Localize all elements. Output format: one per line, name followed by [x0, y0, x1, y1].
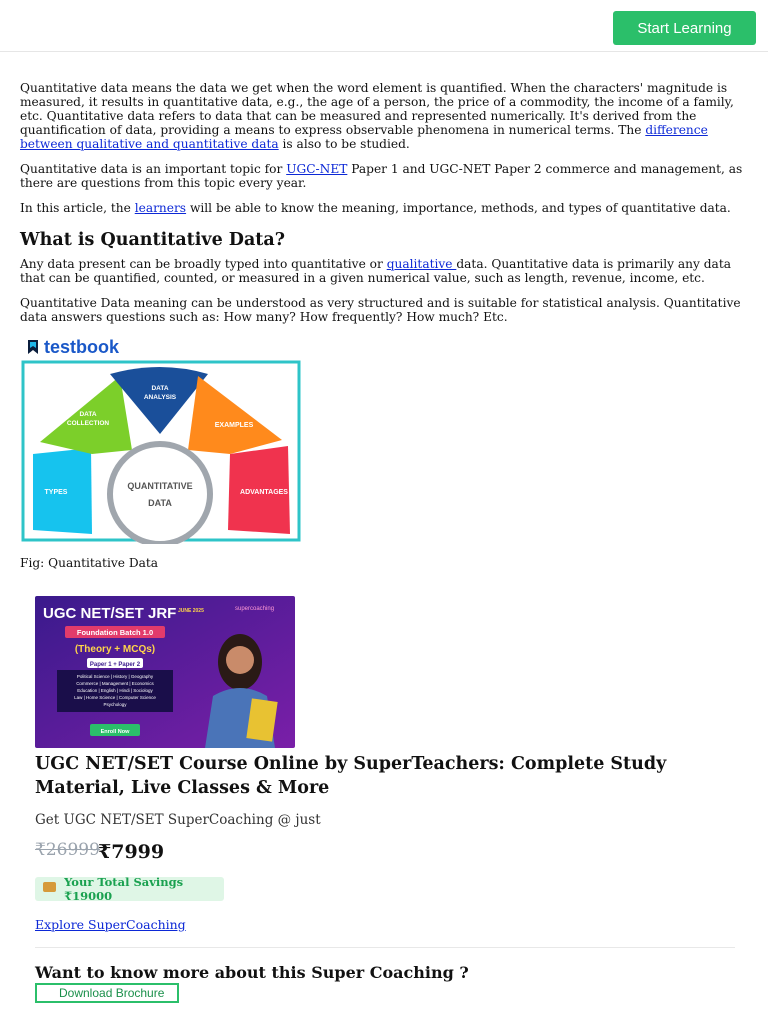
course-subtitle: Get UGC NET/SET SuperCoaching @ just: [35, 812, 321, 828]
savings-text: Your Total Savings ₹19000: [64, 875, 184, 903]
banner-enroll: Enroll Now: [100, 729, 130, 735]
definition-pre: Any data present can be broadly typed into quantitative or: [20, 257, 387, 271]
original-price: ₹26999: [35, 840, 100, 860]
start-learning-button[interactable]: Start Learning: [613, 11, 756, 45]
figure-caption: Fig: Quantitative Data: [20, 556, 159, 570]
book-icon: [246, 698, 277, 741]
learners-post: will be able to know the meaning, importance, methods, and types of quantitative data.: [186, 201, 731, 215]
label-analysis-2: ANALYSIS: [143, 394, 177, 401]
article-body: [20, 81, 752, 335]
explore-supercoaching-link[interactable]: Explore SuperCoaching: [35, 917, 186, 932]
banner-batch: Foundation Batch 1.0: [76, 628, 154, 637]
qualitative-link[interactable]: qualitative: [386, 257, 457, 271]
center-label-2: DATA: [148, 498, 172, 508]
course-banner-image[interactable]: [35, 596, 295, 748]
banner-mode: (Theory + MCQs): [74, 644, 156, 655]
banner-subjects-1: Political Science | History | Geography: [76, 674, 154, 679]
intro-tail: is also to be studied.: [278, 137, 410, 151]
banner-title: UGC NET/SET JRF: [43, 605, 177, 622]
intro-paragraph: [20, 81, 752, 151]
logo-text: testbook: [44, 337, 120, 357]
learners-pre: In this article, the: [20, 201, 135, 215]
section-heading: What is Quantitative Data?: [20, 230, 285, 250]
label-advantages: ADVANTAGES: [240, 489, 288, 496]
learners-paragraph: [20, 201, 752, 215]
discounted-price: ₹7999: [98, 841, 165, 863]
divider: [35, 947, 735, 948]
label-types: TYPES: [44, 489, 68, 496]
ugc-net-link[interactable]: UGC-NET: [286, 162, 348, 176]
meaning-paragraph: Quantitative Data meaning can be understood as very structured and is suitable for statistical analysis. Quantitative data answers questions such as: How many? How frequently? How much? Etc.: [20, 296, 741, 324]
banner-subjects-4: Law | Home Science | Computer Science: [74, 695, 156, 700]
definition-post: data. Quantitative data is primarily any data that can be quantified, counted, or measured in a given numerical value, such as length, revenue, income, etc.: [20, 257, 731, 285]
banner-subjects-2: Commerce | Management | Economics: [76, 681, 154, 686]
course-title: UGC NET/SET Course Online by SuperTeachers: Complete Study Material, Live Classes & More: [35, 754, 667, 798]
label-collection-2: COLLECTION: [66, 420, 110, 427]
label-analysis-1: DATA: [151, 385, 169, 392]
label-collection-1: DATA: [79, 411, 97, 418]
figure-graphic: [20, 334, 302, 544]
center-circle: [110, 444, 210, 544]
banner-subjects-3: Education | English | Hindi | Sociology: [77, 688, 153, 693]
center-label-1: QUANTITATIVE: [127, 481, 193, 491]
wallet-icon: [43, 882, 56, 892]
intro-text: Quantitative data means the data we get when the word element is quantified. When the characters' magnitude is measured, it results in quantitative data, e.g., the age of a person, the price of a commodity, the income of a family, etc. Quantitative data refers to data that can be measured and represented numerically. It's derived from the quantification of data, providing a means to express observable phenomena in numerical terms. The: [20, 81, 734, 137]
banner-papers: Paper 1 + Paper 2: [89, 662, 141, 668]
definition-paragraph: [20, 257, 752, 285]
testbook-logo: [22, 336, 134, 358]
banner-subjects-5: Psychology: [103, 702, 127, 707]
ugc-pre: Quantitative data is an important topic for: [20, 162, 287, 176]
quantitative-data-figure: [20, 334, 302, 544]
learners-link[interactable]: learners: [134, 201, 187, 215]
banner-brand: supercoaching: [235, 606, 275, 612]
banner-date: JUNE 2025: [178, 608, 204, 614]
savings-badge: [35, 877, 224, 901]
download-brochure-button[interactable]: Download Brochure: [35, 983, 179, 1003]
ugc-paragraph: [20, 162, 752, 190]
top-bar: [0, 0, 768, 52]
label-examples: EXAMPLES: [214, 422, 254, 429]
ugc-post: Paper 1 and UGC-NET Paper 2 commerce and management, as there are questions from this topic every year.: [20, 162, 743, 190]
know-more-heading: Want to know more about this Super Coaching ?: [35, 963, 469, 982]
qualitative-vs-quantitative-link[interactable]: difference between qualitative and quantitative data: [20, 123, 708, 151]
course-banner-graphic: [35, 596, 295, 748]
